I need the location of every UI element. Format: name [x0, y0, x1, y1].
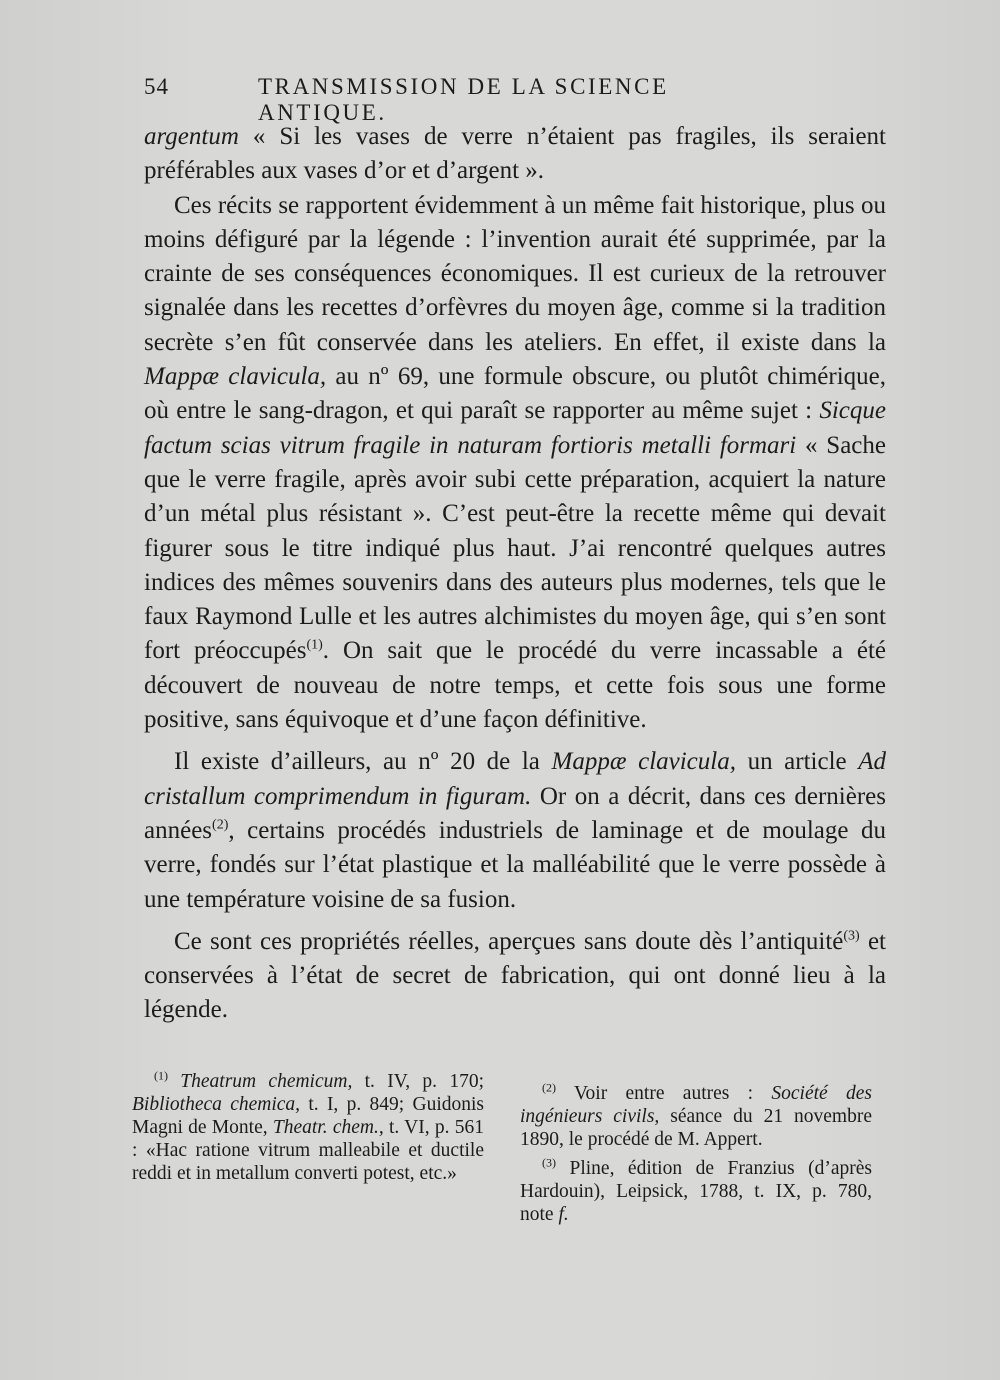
footnote [132, 1070, 484, 1185]
text-run [168, 1071, 180, 1092]
paragraph [144, 120, 886, 189]
italic-text: Theatrum chemicum, [180, 1071, 353, 1092]
footnote-marker: (3) [843, 928, 860, 944]
body-text [144, 120, 886, 1028]
italic-text: Theatr. chem., [272, 1117, 384, 1138]
text-run: Ce sont ces propriétés réelles, aperçues sans doute dès l’antiquité [174, 927, 844, 955]
italic-text: Ad cristallum comprimendum in figuram. [144, 748, 887, 810]
footnote [520, 1157, 872, 1226]
footnotes [132, 1070, 877, 1250]
text-run: Pline, édition de Franzius (d’après Hardouin), Leipsick, 1788, t. IX, p. 780, note [520, 1158, 872, 1225]
italic-text: Société des ingénieurs civils, [520, 1083, 872, 1127]
text-run: t. IV, p. 170; [352, 1071, 485, 1092]
italic-text: f. [558, 1204, 569, 1225]
footnote [520, 1082, 872, 1151]
text-run: . On sait que le procédé du verre incassable a été découvert de nouveau de notre temps, et cette fois sous une forme positive, sans équivoque et d’une façon définitive. [144, 637, 886, 734]
footnote-marker: (3) [542, 1155, 556, 1170]
paragraph [144, 925, 886, 1028]
running-title: TRANSMISSION DE LA SCIENCE ANTIQUE. [258, 74, 669, 125]
text-run: « Si les vases de verre n’étaient pas fragiles, ils seraient préférables aux vases d’or et d’argent ». [144, 123, 886, 185]
footnote-marker: (1) [154, 1068, 168, 1083]
text-run: t. VI, p. 561 : «Hac ratione vitrum malleabile et ductile reddi et in metallum converti potest, etc.» [132, 1117, 484, 1184]
page-header [144, 74, 780, 125]
paragraph [144, 189, 886, 738]
text-run: Or on a décrit, dans ces dernières années [144, 782, 886, 844]
text-run: séance du 21 novembre 1890, le procédé de M. Appert. [520, 1106, 872, 1150]
footnote-column-right [520, 1082, 872, 1232]
text-run: au nº 69, une formule obscure, ou plutôt chimérique, où entre le sang-dragon, et qui paraît se rapporter au même sujet : [144, 363, 886, 425]
text-run: Voir entre autres : [556, 1083, 772, 1104]
page-number: 54 [144, 74, 169, 99]
italic-text: Mappæ clavicula, [551, 748, 736, 776]
footnote-column-left [132, 1070, 484, 1191]
text-run: « Sache que le verre fragile, après avoir subi cette préparation, acquiert la nature d’un métal plus résistant ». C’est peut-être la recette même qui devait figurer sous le titre indiqué plus haut. J’ai rencontré quelques autres indices des mêmes souvenirs dans des auteurs plus modernes, tels que le faux Raymond Lulle et les autres alchimistes du moyen âge, qui s’en sont fort préoccupés [144, 431, 886, 665]
text-run: Il existe d’ailleurs, au nº 20 de la [174, 748, 552, 776]
footnote-marker: (2) [542, 1080, 556, 1095]
text-run: Ces récits se rapportent évidemment à un même fait historique, plus ou moins défiguré par la légende : l’invention aurait été supprimée, par la crainte de ses conséquences économiques. Il est curieux de la retrouver signalée dans les recettes d’orfèvres du moyen âge, comme si la tradition secrète s’en fût conservée dans les ateliers. En effet, il existe dans la [144, 191, 886, 356]
paragraph [144, 745, 886, 916]
italic-text: Bibliotheca chemica, [132, 1094, 301, 1115]
footnote-marker: (1) [306, 638, 323, 654]
italic-text: Sicque factum scias vitrum fragile in naturam fortioris metalli formari [144, 397, 886, 459]
text-run: t. I, p. 849; Guidonis Magni de Monte, [132, 1094, 485, 1138]
text-run: et conservées à l’état de secret de fabrication, qui ont donné lieu à la légende. [144, 927, 886, 1024]
footnote-marker: (2) [212, 817, 229, 833]
italic-text: argentum [144, 123, 239, 150]
text-run: un article [735, 748, 859, 776]
text-run: , certains procédés industriels de laminage et de moulage du verre, fondés sur l’état plastique et la malléabilité que le verre possède à une température voisine de sa fusion. [144, 816, 886, 913]
italic-text: Mappæ clavicula, [144, 363, 327, 391]
